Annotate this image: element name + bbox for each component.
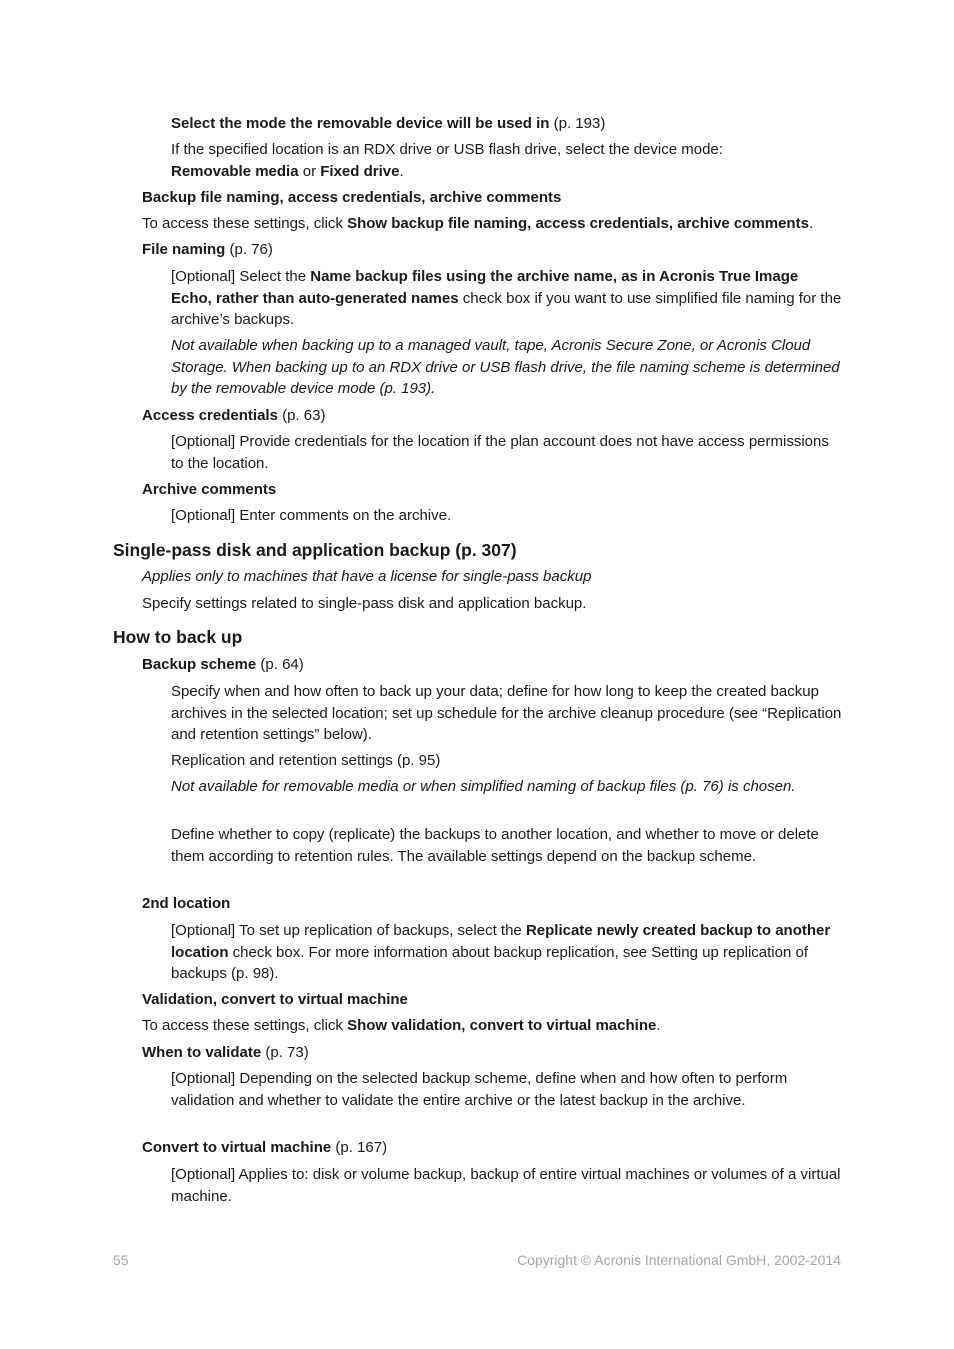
page-number: 55 xyxy=(113,1252,129,1268)
validation-access-pre: To access these settings, click xyxy=(142,1017,348,1034)
replicate-option: Replicate newly created backup to another location xyxy=(171,922,831,961)
or-text: or xyxy=(298,162,321,180)
convert-vm-ref: (p. 167) xyxy=(331,1139,388,1156)
convert-vm-text: [Optional] Applies to: disk or volume backup, backup of entire virtual machines or volumes of a virtual machine. xyxy=(171,1166,841,1205)
fixed-drive-option: Fixed drive xyxy=(320,162,400,180)
naming-section-heading xyxy=(142,187,842,209)
file-naming-note: Not available when backing up to a managed vault, tape, Acronis Secure Zone, or Acronis Cloud Storage. When backing up to an RDX drive or USB flash drive, the file naming scheme is determined by the removable device mode (p. 193). xyxy=(171,337,840,397)
replication-retention-note: Not available for removable media or when simplified naming of backup files (p. 76) is chosen. xyxy=(171,778,796,795)
replication-retention-text: Replication and retention settings (p. 95) xyxy=(171,752,441,769)
convert-vm-heading xyxy=(142,1137,842,1159)
validation-access-text xyxy=(142,1015,842,1037)
file-naming-ref: (p. 76) xyxy=(225,241,273,258)
convert-vm-label: Convert to virtual machine xyxy=(142,1139,332,1156)
archive-comments-text: [Optional] Enter comments on the archive. xyxy=(171,507,452,524)
access-credentials-heading xyxy=(142,405,842,427)
access-credentials-text: [Optional] Provide credentials for the location if the plan account does not have access permissions to the location. xyxy=(171,433,829,472)
file-naming-heading xyxy=(142,239,842,261)
period: . xyxy=(656,1017,661,1034)
naming-access-pre: To access these settings, click xyxy=(142,215,348,232)
replication-retention-desc: Define whether to copy (replicate) the backups to another location, and whether to move or delete them according to retention rules. The available settings depend on the backup scheme. xyxy=(171,826,819,865)
naming-section-label: Backup file naming, access credentials, archive comments xyxy=(142,189,562,206)
period: . xyxy=(399,162,404,180)
second-location-post: check box. For more information about backup replication, see Setting up replication of backups (p. 98). xyxy=(171,943,809,982)
single-pass-text: Specify settings related to single-pass disk and application backup. xyxy=(142,595,587,612)
file-naming-text xyxy=(171,266,843,331)
period: . xyxy=(808,215,814,232)
single-pass-heading: Single-pass disk and application backup (p. 307) xyxy=(113,540,517,560)
copyright-notice: Copyright © Acronis International GmbH, 2002-2014 xyxy=(517,1252,841,1268)
archive-comments-heading xyxy=(142,479,842,501)
file-naming-option: Name backup files using the archive name, as in Acronis True Image Echo, rather than auto-generated names xyxy=(171,268,799,307)
naming-access-link: Show backup file naming, access credentials, archive comments xyxy=(347,215,809,232)
removable-media-option: Removable media xyxy=(171,162,299,180)
device-mode-desc: If the specified location is an RDX drive or USB flash drive, select the device mode: xyxy=(171,141,723,158)
second-location-text xyxy=(171,920,843,985)
validation-section-label: Validation, convert to virtual machine xyxy=(142,991,408,1008)
when-to-validate-ref: (p. 73) xyxy=(261,1044,309,1061)
access-credentials-ref: (p. 63) xyxy=(277,407,326,424)
device-mode-heading xyxy=(171,113,843,135)
second-location-label: 2nd location xyxy=(142,895,231,912)
second-location-heading xyxy=(142,893,842,915)
how-to-back-up-heading: How to back up xyxy=(113,627,243,647)
access-credentials-label: Access credentials xyxy=(142,407,278,424)
second-location-pre: [Optional] To set up replication of backups, select the xyxy=(171,922,526,939)
file-naming-label: File naming xyxy=(142,241,226,258)
backup-scheme-text: Specify when and how often to back up your data; define for how long to keep the created backup archives in the selected location; set up schedule for the archive cleanup procedure (see “Replication and retention settings” below). xyxy=(171,683,842,743)
single-pass-note: Applies only to machines that have a license for single-pass backup xyxy=(142,568,592,585)
backup-scheme-label: Backup scheme xyxy=(142,656,257,673)
when-to-validate-text: [Optional] Depending on the selected backup scheme, define when and how often to perform validation and whether to validate the entire archive or the latest backup in the archive. xyxy=(171,1070,788,1109)
device-mode-label: Select the mode the removable device will be used in xyxy=(171,115,550,132)
backup-scheme-heading xyxy=(142,654,842,676)
when-to-validate-label: When to validate xyxy=(142,1044,262,1061)
device-mode-text xyxy=(171,139,843,182)
backup-scheme-ref: (p. 64) xyxy=(256,656,304,673)
validation-access-link: Show validation, convert to virtual machine xyxy=(347,1017,657,1034)
naming-access-text xyxy=(142,213,842,235)
archive-comments-label: Archive comments xyxy=(142,481,277,498)
validation-section-heading xyxy=(142,989,842,1011)
when-to-validate-heading xyxy=(142,1042,842,1064)
file-naming-pre: [Optional] Select the xyxy=(171,268,311,285)
file-naming-post: check box if you want to use simplified file naming for the archive’s backups. xyxy=(171,289,842,328)
device-mode-ref: (p. 193) xyxy=(549,115,606,132)
